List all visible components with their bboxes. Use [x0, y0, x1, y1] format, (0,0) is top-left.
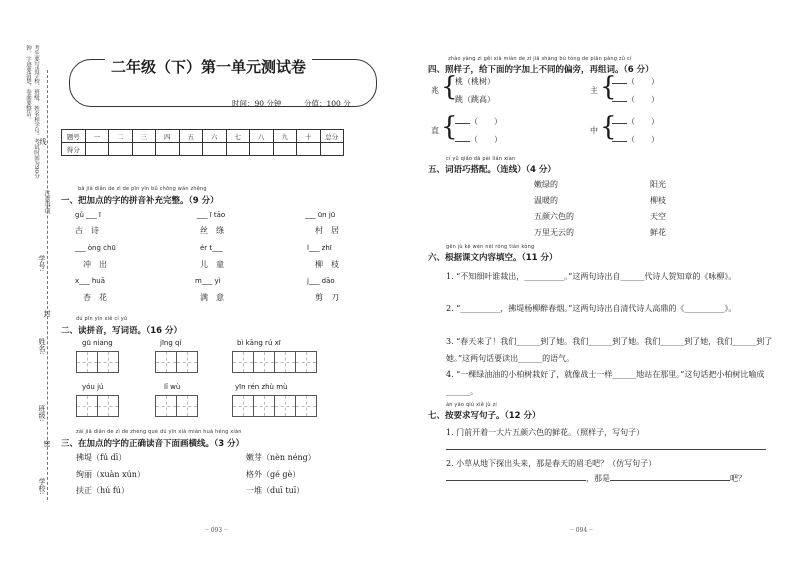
q1-item-pinyin: l___ zhī: [307, 244, 332, 252]
q1-item-pinyin: ___ ūn jū: [305, 211, 336, 219]
seal-label-2: 密: [43, 440, 51, 447]
seal-label-1: 封: [43, 310, 51, 317]
q1-pinyin: bǎ jiā diǎn de zì de pīn yīn bǔ chōng wán zhěng: [78, 186, 207, 192]
q2-item-pinyin: yīn rén zhù mù: [235, 383, 288, 391]
q1-item-pinyin: j___ dāo: [307, 277, 335, 285]
page-number-right-value: 094: [575, 527, 588, 534]
q1-item-pinyin: m___ yì: [195, 277, 221, 285]
q2-writing-grid[interactable]: [155, 351, 198, 373]
notice-title: 注意事项: [43, 190, 50, 214]
q7-title: 七、按要求写句子。（12 分）: [428, 411, 541, 421]
score-table-cell: 二: [109, 130, 133, 143]
q7-item: 1. 门前开着一大片五颜六色的鲜花。（照样子，写句子）: [446, 428, 645, 437]
q4-brace: {: [441, 112, 458, 142]
score-cell[interactable]: [297, 143, 321, 156]
q7-item: 2. 小草从地下探出头来，那是春天的眉毛吧？（仿写句子）: [446, 459, 657, 468]
q5-title: 五、词语巧搭配。（连线）（4 分）: [428, 165, 556, 175]
binding-line-label: 线: [39, 138, 47, 145]
q3-item[interactable]: 绚丽（xuàn xún）: [76, 470, 145, 479]
q2-writing-grid[interactable]: [232, 395, 317, 417]
score-cell[interactable]: [273, 143, 297, 156]
q4-blank-line[interactable]: （ ）: [612, 76, 659, 87]
q4-example-line: 跳（跳高）: [455, 95, 495, 104]
q5-right-item[interactable]: 柳枝: [650, 196, 666, 205]
score-table-cell: 五: [179, 130, 203, 143]
q1-title: 一、把加点的字的拼音补充完整。（9 分）: [61, 196, 219, 206]
q4-title: 四、照样子，给下面的字加上不同的偏旁，再组词。（6 分）: [428, 65, 654, 75]
page-number-left: ·· 093 ··: [205, 527, 228, 534]
q3-title: 三、在加点的字的正确读音下面画横线。（3 分）: [61, 439, 245, 449]
q1-item-pinyin: ér t___: [200, 244, 223, 252]
q2-pinyin: dú pīn yīn xiě cí yǔ: [76, 316, 128, 322]
score-table-header: [62, 130, 344, 143]
q1-item-pinyin: ___ ī tāo: [197, 211, 226, 219]
q5-left-item[interactable]: 嫩绿的: [534, 180, 558, 189]
score-cell[interactable]: [320, 143, 344, 156]
q4-example-line: 桃（桃树）: [455, 77, 495, 86]
q1-item-pinyin: x___ huā: [75, 277, 106, 285]
q4-blank-line[interactable]: （ ）: [455, 116, 502, 127]
q4-brace: {: [600, 72, 617, 102]
score-table-row: [62, 143, 344, 156]
class-label: 班级:: [38, 405, 46, 422]
q1-item-word: 儿 童: [200, 260, 224, 269]
score-table-cell: 一: [85, 130, 109, 143]
q5-right-item[interactable]: 鲜花: [650, 228, 666, 237]
q5-right-item[interactable]: 天空: [650, 212, 666, 221]
page-number-right: ·· 094 ··: [570, 527, 593, 534]
q5-left-item[interactable]: 五颜六色的: [534, 212, 574, 221]
q2-writing-grid[interactable]: [76, 351, 119, 373]
score-row-label: 得分: [62, 143, 86, 156]
q3-item[interactable]: 拂堤（fú dī）: [76, 453, 127, 462]
q5-left-item[interactable]: 万里无云的: [534, 228, 574, 237]
q6-item[interactable]: 2. “__________，拂堤杨柳醉春烟。”这两句诗出自清代诗人高鼎的《__________》。: [446, 304, 737, 313]
notice-text: 考生要写清学校、班级、姓名和学号。考试时间为90分钟。字迹要清楚，卷面要整洁。: [25, 45, 39, 179]
q6-item[interactable]: 1. “不知细叶谁裁出，__________。”这两句诗出自______代诗人贺知章的《咏柳》。: [446, 272, 737, 281]
score-table-cell: 总分: [320, 130, 344, 143]
q3-item[interactable]: 扶正（hú fú）: [76, 486, 129, 495]
q1-item-word: 冲 出: [83, 260, 107, 269]
page-title: 二年级（下）第一单元测试卷: [105, 56, 312, 77]
score-table-cell: 四: [156, 130, 180, 143]
q2-item-pinyin: jīng qí: [160, 339, 182, 347]
score-cell[interactable]: [109, 143, 133, 156]
q4-brace: {: [441, 72, 458, 102]
q7-pinyin: àn yāo qiú xiě jù zi: [446, 402, 497, 408]
q6-pinyin: gēn jù kè wén nèi róng tián kòng: [446, 244, 535, 250]
q1-item-word: 村 居: [315, 226, 339, 235]
q2-item-pinyin: lǐ wù: [164, 383, 181, 391]
q5-right-item[interactable]: 阳光: [650, 180, 666, 189]
page-number-left-value: 093: [210, 527, 223, 534]
q4-blank-line[interactable]: （ ）: [455, 134, 502, 145]
q4-blank-line[interactable]: （ ）: [612, 134, 659, 145]
q1-item-word: 古 诗: [75, 226, 99, 235]
binding-line: [47, 70, 48, 500]
q1-item-word: 剪 刀: [315, 293, 339, 302]
q1-item-pinyin: gǔ ___ ī: [75, 211, 101, 219]
q7-end: 吧？: [730, 474, 746, 483]
score-cell[interactable]: [250, 143, 274, 156]
score-cell[interactable]: [203, 143, 227, 156]
score-value-label: 分值：100 分: [304, 99, 351, 108]
score-cell[interactable]: [226, 143, 250, 156]
q2-title: 二、读拼音，写词语。（16 分）: [61, 326, 183, 336]
score-table-cell: 六: [203, 130, 227, 143]
q2-writing-grid[interactable]: [76, 395, 119, 417]
q1-item-pinyin: ___ òng chū: [75, 244, 116, 252]
q4-blank-line[interactable]: （ ）: [612, 116, 659, 127]
q1-item-word: 丝 绦: [200, 226, 224, 235]
score-table-cell: 七: [226, 130, 250, 143]
score-cell[interactable]: [132, 143, 156, 156]
q2-writing-grid[interactable]: [232, 351, 317, 373]
q2-writing-grid[interactable]: [155, 395, 198, 417]
q1-item-word: 满 意: [200, 293, 224, 302]
score-cell[interactable]: [156, 143, 180, 156]
score-cell[interactable]: [85, 143, 109, 156]
school-label: 学校:: [38, 478, 46, 495]
score-table-cell: 三: [132, 130, 156, 143]
q5-pinyin: cí yǔ qiǎo dā pèi lián xiàn: [446, 156, 516, 162]
q4-root: 中: [590, 126, 598, 135]
student-id-label: 学号:: [38, 255, 46, 272]
q2-item-pinyin: bì kāng rú xī: [237, 339, 281, 347]
q2-item-pinyin: yóu jú: [82, 383, 104, 391]
q3-pinyin: zài jiā diǎn de zì de zhèng què dú yīn xià miàn huà héng xiàn: [76, 429, 242, 435]
q4-brace: {: [600, 112, 617, 142]
q4-root: 主: [590, 86, 598, 95]
score-cell[interactable]: [179, 143, 203, 156]
q5-left-item[interactable]: 温暖的: [534, 196, 558, 205]
q3-item[interactable]: 一堆（duī tuī）: [246, 486, 305, 495]
q7-tail: ，那是: [586, 474, 610, 483]
score-table: [61, 129, 344, 156]
q7-answer-line[interactable]: [446, 449, 766, 450]
q7-answer-line[interactable]: [446, 473, 746, 484]
q6-title: 六、根据课文内容填空。（11 分）: [428, 253, 558, 263]
q4-root: 直: [431, 126, 439, 135]
q6-item[interactable]: 4. “一棵绿油油的小柏树栽好了，就像战士一样______地站在那里。”这句话把小柏树比喻成______。: [446, 370, 765, 396]
q1-item-word: 柳 枝: [315, 260, 339, 269]
q1-item-word: 杏 花: [83, 293, 107, 302]
q3-item[interactable]: 格外（gé gè）: [246, 470, 301, 479]
score-table-cell: 九: [273, 130, 297, 143]
q3-item[interactable]: 嫩芽（nèn néng）: [246, 453, 316, 462]
q4-example-root: 兆: [431, 86, 439, 95]
time-label: 时间：90 分钟: [232, 99, 282, 108]
score-table-cell: 十: [297, 130, 321, 143]
q2-item-pinyin: gū niang: [82, 339, 113, 347]
score-table-cell: 八: [250, 130, 274, 143]
q4-pinyin: zhào yàng zi gěi xià miàn de zì jiā shàng bù tóng de piān páng zǔ cí: [448, 56, 632, 62]
q4-blank-line[interactable]: （ ）: [612, 94, 659, 105]
q6-item[interactable]: 3. “春天来了！我们______到了她。我们______到了她。我们______到了她，我们______到了她。”这两句话要读出______的语气。: [446, 337, 773, 363]
score-table-cell: 题号: [62, 130, 86, 143]
name-label: 姓名:: [38, 338, 46, 355]
